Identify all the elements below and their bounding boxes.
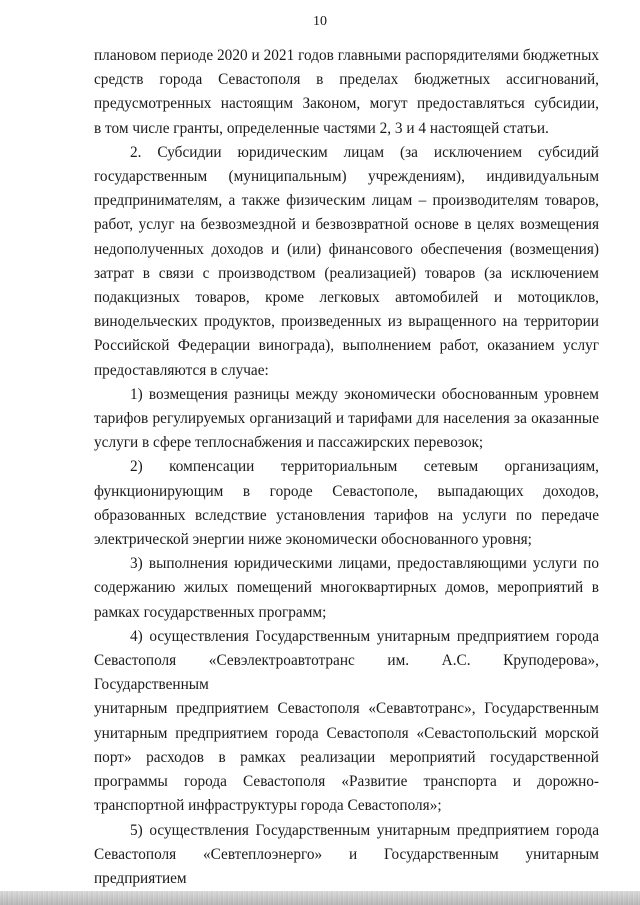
text-line: подакцизных товаров, кроме легковых автомобилей и мотоциклов, xyxy=(94,289,599,307)
text-line: в том числе гранты, определенные частями 2, 3 и 4 настоящей статьи. xyxy=(94,119,549,137)
text-line: программы города Севастополя «Развитие транспорта и дорожно- xyxy=(94,773,599,791)
document-body xyxy=(94,44,599,891)
text-line: недополученных доходов и (или) финансового обеспечения (возмещения) xyxy=(94,240,599,258)
text-line: государственным (муниципальным) учреждениям), индивидуальным xyxy=(94,168,599,186)
text-line: винодельческих продуктов, произведенных из выращенного на территории xyxy=(94,313,599,331)
text-line: содержанию жилых помещений многоквартирных домов, мероприятий в xyxy=(94,579,599,597)
text-line: Севастополя «Севэлектроавтотранс им. А.С. Круподерова», Государственным xyxy=(94,652,599,694)
text-line: электрической энергии ниже экономически обоснованного уровня; xyxy=(94,531,532,549)
text-line: порт» расходов в рамках реализации мероприятий государственной xyxy=(94,748,599,766)
text-line: предоставляются в случае: xyxy=(94,361,269,379)
text-line: функционирующим в городе Севастополе, выпадающих доходов, xyxy=(94,482,599,500)
text-line: Российской Федерации винограда), выполнением работ, оказанием услуг xyxy=(94,337,599,355)
text-line: тарифов регулируемых организаций и тарифами для населения за оказанные xyxy=(94,410,599,428)
text-line: 2) компенсации территориальным сетевым организациям, xyxy=(130,458,599,476)
text-line: Севастополя «Севтеплоэнерго» и Государственным унитарным предприятием xyxy=(94,845,599,887)
text-line: 1) возмещения разницы между экономически обоснованным уровнем xyxy=(130,385,599,403)
text-line: затрат в связи с производством (реализацией) товаров (за исключением xyxy=(94,264,599,282)
text-line: 3) выполнения юридическими лицами, предоставляющими услуги по xyxy=(130,555,599,573)
text-line: предпринимателям, а также физическим лицам – производителям товаров, xyxy=(94,192,599,210)
text-line: услуги в сфере теплоснабжения и пассажирских перевозок; xyxy=(94,434,484,452)
text-line: образованных вследствие установления тарифов на услуги по передаче xyxy=(94,506,599,524)
text-line: рамках государственных программ; xyxy=(94,603,327,621)
text-line: 5) осуществления Государственным унитарным предприятием города xyxy=(130,821,599,839)
text-line: работ, услуг на безвозмездной и безвозвратной основе в целях возмещения xyxy=(94,216,599,234)
text-line: 4) осуществления Государственным унитарным предприятием города xyxy=(130,627,599,645)
text-line: средств города Севастополя в пределах бюджетных ассигнований, xyxy=(94,71,599,89)
scan-bottom-edge xyxy=(0,891,640,905)
page-number: 10 xyxy=(313,14,327,29)
text-line: 2. Субсидии юридическим лицам (за исключением субсидий xyxy=(130,143,599,161)
text-line: унитарным предприятием Севастополя «Севавтотранс», Государственным xyxy=(94,700,599,718)
text-line: транспортной инфраструктуры города Севастополя»; xyxy=(94,797,442,815)
text-line: предусмотренных настоящим Законом, могут предоставляться субсидии, xyxy=(94,95,599,113)
text-line: унитарным предприятием города Севастополя «Севастопольский морской xyxy=(94,724,599,742)
text-line: плановом периоде 2020 и 2021 годов главными распорядителями бюджетных xyxy=(94,47,599,64)
